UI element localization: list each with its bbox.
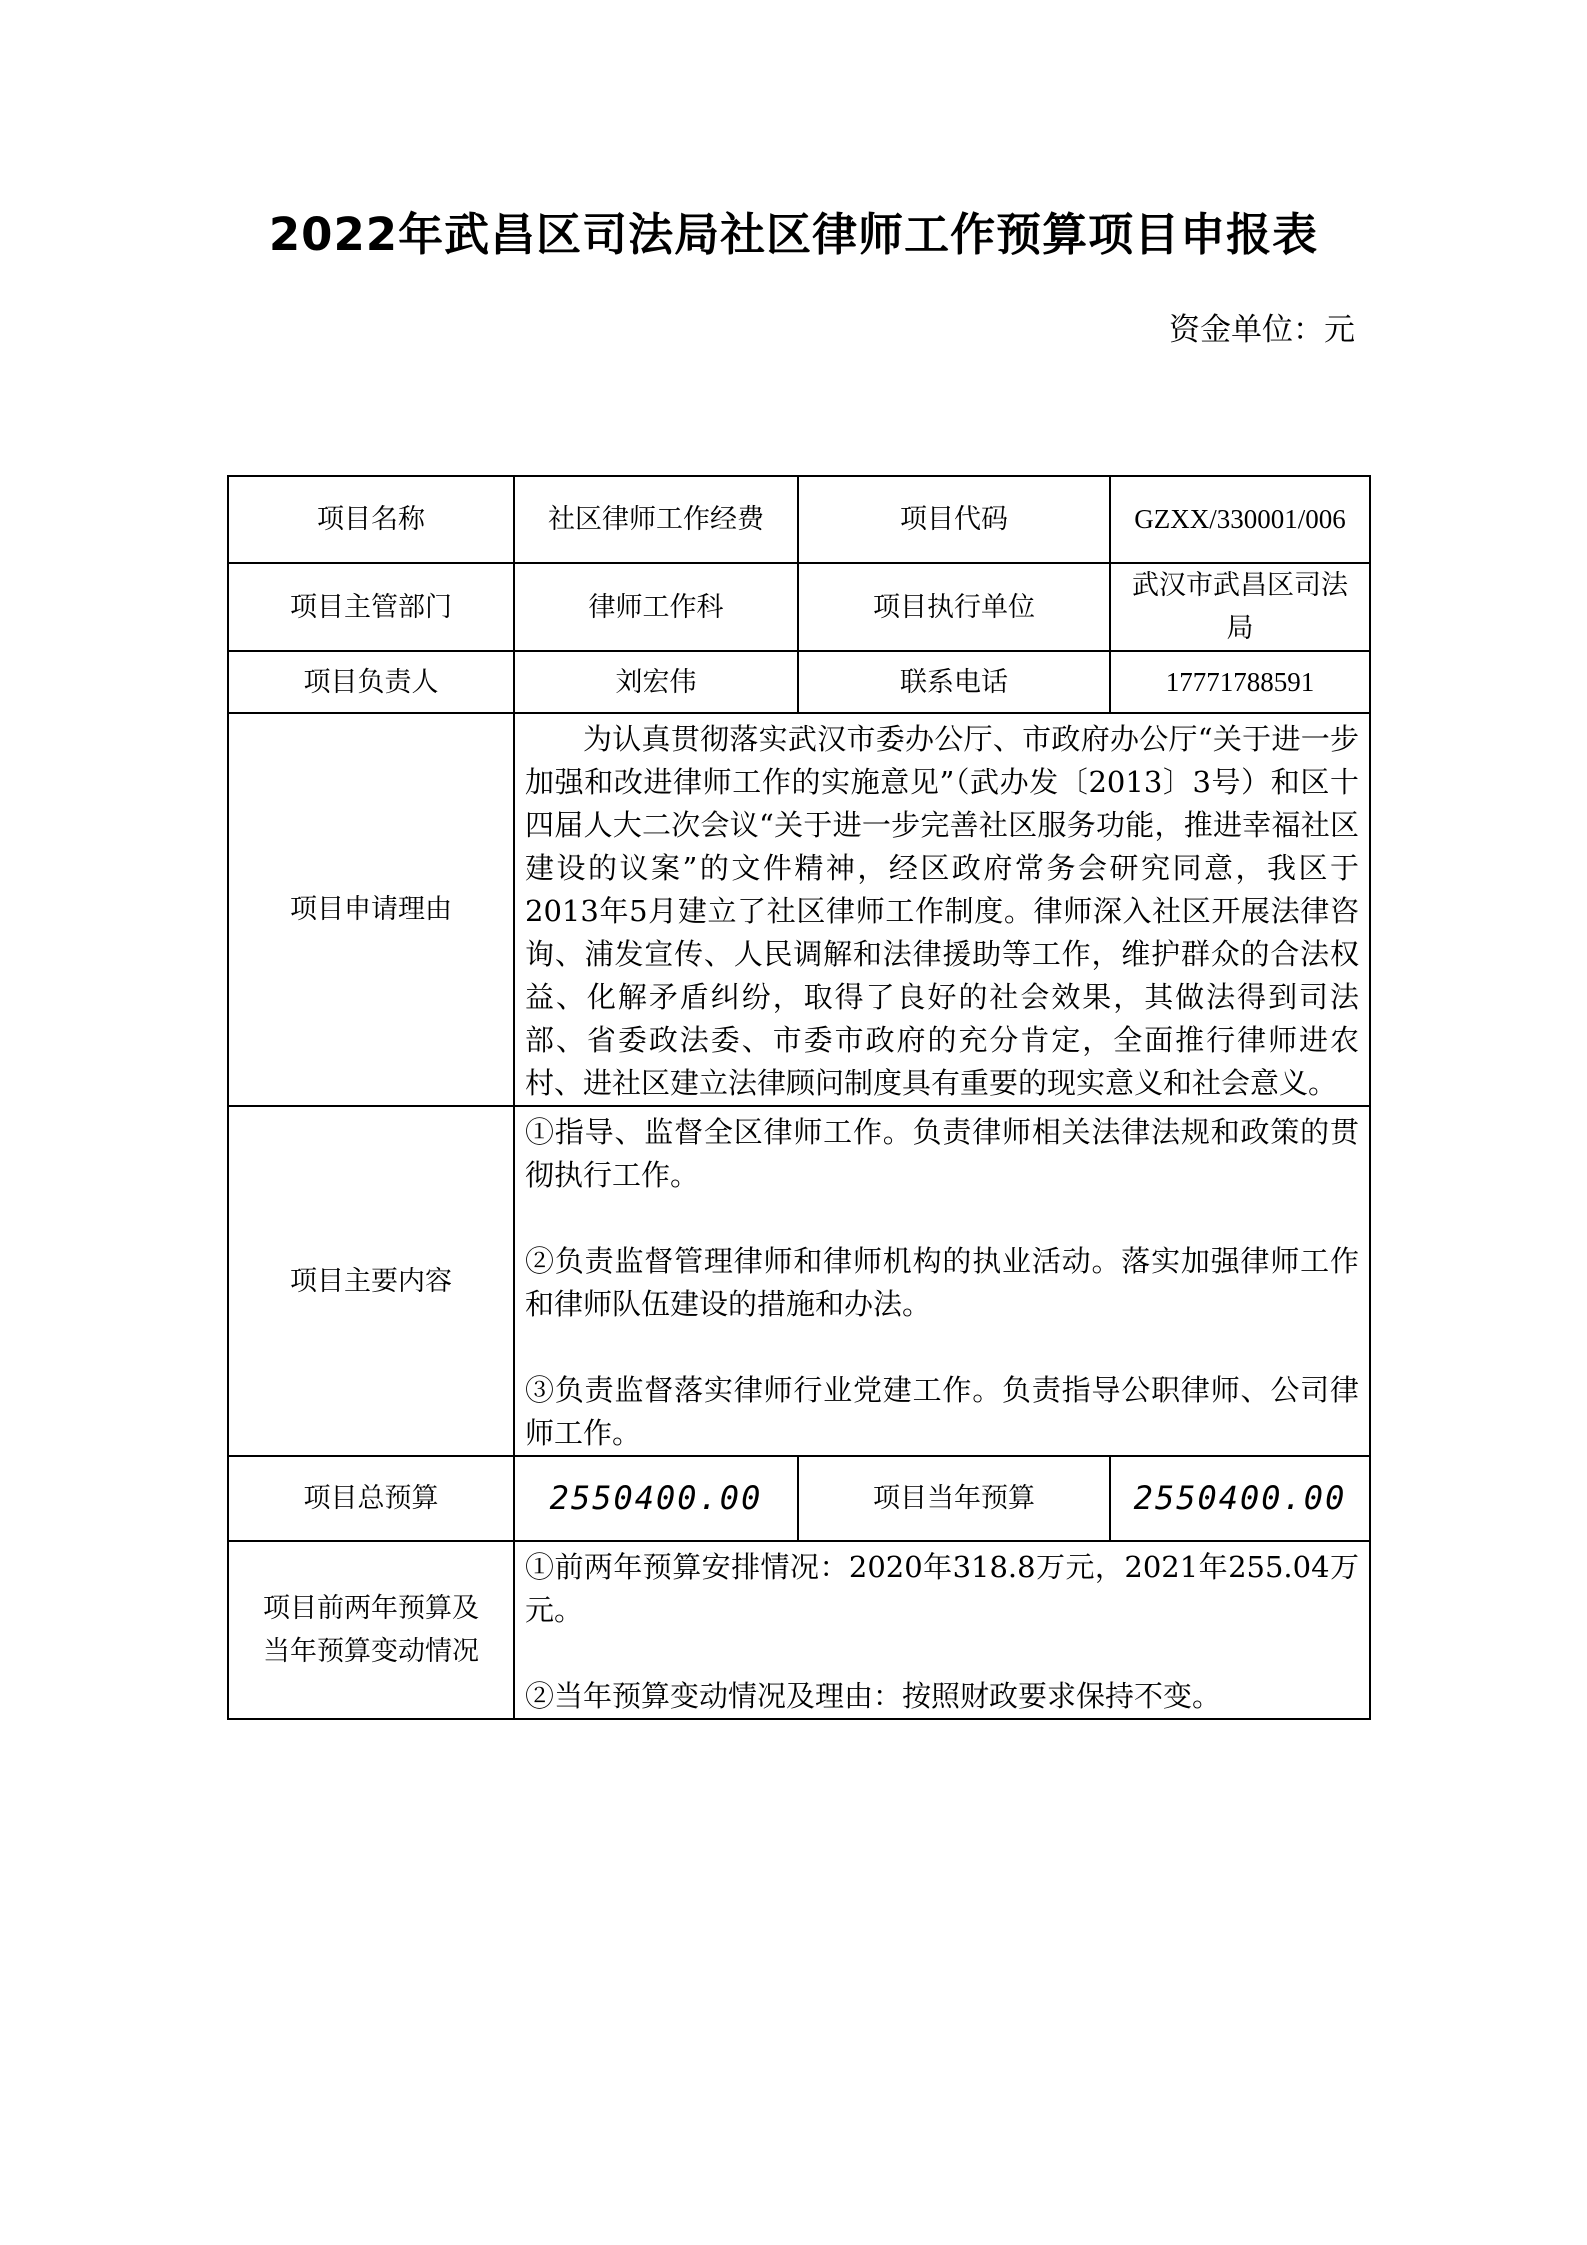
total-budget-label: 项目总预算	[228, 1456, 514, 1541]
changes-label: 项目前两年预算及当年预算变动情况	[228, 1541, 514, 1719]
department-value: 律师工作科	[514, 563, 798, 651]
content-label: 项目主要内容	[228, 1106, 514, 1456]
content-item-1: ①指导、监督全区律师工作。负责律师相关法律法规和政策的贯彻执行工作。	[525, 1115, 1359, 1192]
leader-label: 项目负责人	[228, 651, 514, 713]
changes-cell	[514, 1541, 1370, 1719]
project-name-label: 项目名称	[228, 476, 514, 563]
currency-unit-label: 资金单位：元	[1169, 312, 1355, 348]
reason-label: 项目申请理由	[228, 713, 514, 1106]
content-item-3: ③负责监督落实律师行业党建工作。负责指导公职律师、公司律师工作。	[525, 1373, 1359, 1450]
budget-form-table	[227, 475, 1371, 1720]
table-row	[228, 713, 1370, 1106]
changes-item-1: ①前两年预算安排情况：2020年318.8万元，2021年255.04万元。	[525, 1550, 1359, 1627]
content-item-2: ②负责监督管理律师和律师机构的执业活动。落实加强律师工作和律师队伍建设的措施和办法。	[525, 1244, 1359, 1321]
reason-text: 为认真贯彻落实武汉市委办公厅、市政府办公厅“关于进一步加强和改进律师工作的实施意见”（武办发〔2013〕3号）和区十四届人大二次会议“关于进一步完善社区服务功能，推进幸福社区建设的议案”的文件精神，经区政府常务会研究同意，我区于2013年5月建立了社区律师工作制度。律师深入社区开展法律咨询、浦发宣传、人民调解和法律援助等工作，维护群众的合法权益、化解矛盾纠纷，取得了良好的社会效果，其做法得到司法部、省委政法委、市委市政府的充分肯定，全面推行律师进农村、进社区建立法律顾问制度具有重要的现实意义和社会意义。	[525, 722, 1359, 1100]
reason-cell	[514, 713, 1370, 1106]
table-row	[228, 1541, 1370, 1719]
total-budget-value: 2550400.00	[514, 1456, 798, 1541]
project-name-value: 社区律师工作经费	[514, 476, 798, 563]
phone-value: 17771788591	[1110, 651, 1370, 713]
content-cell	[514, 1106, 1370, 1456]
table-row	[228, 1106, 1370, 1456]
table-row	[228, 1456, 1370, 1541]
table-row	[228, 563, 1370, 651]
department-label: 项目主管部门	[228, 563, 514, 651]
page-title: 2022年武昌区司法局社区律师工作预算项目申报表	[268, 208, 1319, 261]
executor-label: 项目执行单位	[798, 563, 1110, 651]
project-code-label: 项目代码	[798, 476, 1110, 563]
leader-value: 刘宏伟	[514, 651, 798, 713]
year-budget-label: 项目当年预算	[798, 1456, 1110, 1541]
phone-label: 联系电话	[798, 651, 1110, 713]
changes-item-2: ②当年预算变动情况及理由：按照财政要求保持不变。	[525, 1679, 1222, 1713]
executor-value: 武汉市武昌区司法局	[1110, 563, 1370, 651]
table-row	[228, 476, 1370, 563]
project-code-value: GZXX/330001/006	[1110, 476, 1370, 563]
year-budget-value: 2550400.00	[1110, 1456, 1370, 1541]
table-row	[228, 651, 1370, 713]
